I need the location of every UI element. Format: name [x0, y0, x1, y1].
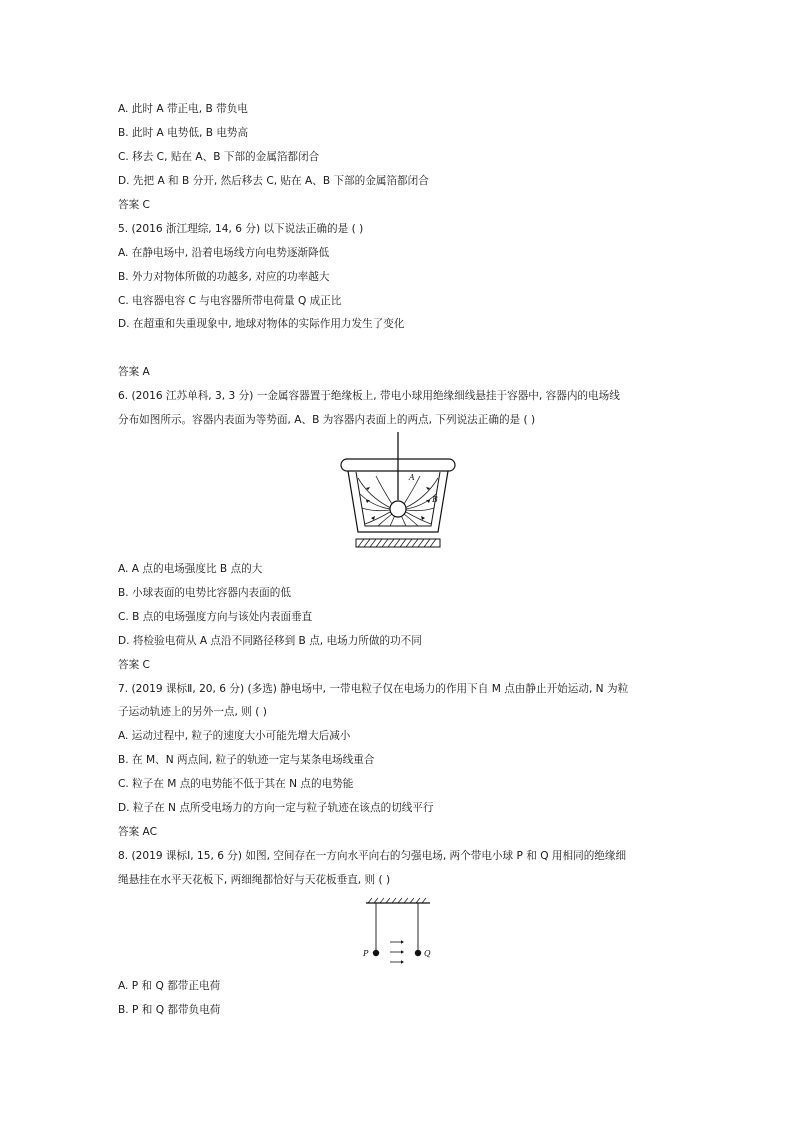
base-hatching: [358, 539, 436, 547]
q4-option-a: A. 此时 A 带正电, B 带负电: [118, 103, 248, 115]
ball-p: [373, 950, 379, 956]
q4-option-c: C. 移去 C, 贴在 A、B 下部的金属箔都闭合: [118, 151, 320, 163]
q5-option-b: B. 外力对物体所做的功越多, 对应的功率越大: [118, 271, 330, 283]
q4-answer: 答案 C: [118, 199, 150, 211]
point-a-label: A: [409, 473, 415, 482]
ball-q-label: Q: [424, 949, 431, 958]
ceiling-hatching: [368, 898, 426, 903]
point-b-label: B: [432, 495, 438, 504]
q8-option-a: A. P 和 Q 都带正电荷: [118, 980, 221, 992]
q8-stem-line1: 8. (2019 课标Ⅰ, 15, 6 分) 如图, 空间存在一方向水平向右的匀强电场, 两个带电小球 P 和 Q 用相同的绝缘细: [118, 850, 627, 862]
q5-option-a: A. 在静电场中, 沿着电场线方向电势逐渐降低: [118, 247, 330, 259]
metal-container-field-diagram: [336, 432, 460, 552]
q7-answer: 答案 AC: [118, 826, 158, 838]
q6-answer: 答案 C: [118, 659, 150, 671]
q7-option-a: A. 运动过程中, 粒子的速度大小可能先增大后减小: [118, 730, 351, 742]
q6-option-b: B. 小球表面的电势比容器内表面的低: [118, 587, 291, 599]
q6-stem-line2: 分布如图所示。容器内表面为等势面, A、B 为容器内表面上的两点, 下列说法正确的是 ( ): [118, 414, 536, 426]
q8-option-b: B. P 和 Q 都带负电荷: [118, 1004, 221, 1016]
ball-p-label: P: [363, 949, 369, 958]
q7-option-c: C. 粒子在 M 点的电势能不低于其在 N 点的电势能: [118, 778, 354, 790]
q7-option-d: D. 粒子在 N 点所受电场力的方向一定与粒子轨迹在该点的切线平行: [118, 802, 434, 814]
q8-stem-line2: 绳悬挂在水平天花板下, 两细绳都恰好与天花板垂直, 则 ( ): [118, 874, 391, 886]
ball-q: [415, 950, 421, 956]
q7-stem-line2: 子运动轨迹上的另外一点, 则 ( ): [118, 706, 267, 718]
q5-option-d: D. 在超重和失重现象中, 地球对物体的实际作用力发生了变化: [118, 318, 405, 330]
q6-option-a: A. A 点的电场强度比 B 点的大: [118, 563, 263, 575]
q4-option-b: B. 此时 A 电势低, B 电势高: [118, 127, 249, 139]
charged-balls-pendulum-diagram: [360, 896, 436, 966]
q6-option-d: D. 将检验电荷从 A 点沿不同路径移到 B 点, 电场力所做的功不同: [118, 635, 422, 647]
q5-option-c: C. 电容器电容 C 与电容器所带电荷量 Q 成正比: [118, 295, 342, 307]
q4-option-d: D. 先把 A 和 B 分开, 然后移去 C, 贴在 A、B 下部的金属箔都闭合: [118, 175, 429, 187]
q7-option-b: B. 在 M、N 两点间, 粒子的轨迹一定与某条电场线重合: [118, 754, 375, 766]
q6-stem-line1: 6. (2016 江苏单科, 3, 3 分) 一金属容器置于绝缘板上, 带电小球用绝缘细线悬挂于容器中, 容器内的电场线: [118, 390, 620, 402]
q7-stem-line1: 7. (2019 课标Ⅱ, 20, 6 分) (多选) 静电场中, 一带电粒子仅在电场力的作用下自 M 点由静止开始运动, N 为粒: [118, 683, 629, 695]
q5-stem: 5. (2016 浙江理综, 14, 6 分) 以下说法正确的是 ( ): [118, 223, 364, 235]
charged-ball: [390, 501, 406, 517]
q6-option-c: C. B 点的电场强度方向与该处内表面垂直: [118, 611, 313, 623]
q5-answer: 答案 A: [118, 366, 150, 378]
field-arrows: [390, 942, 402, 962]
